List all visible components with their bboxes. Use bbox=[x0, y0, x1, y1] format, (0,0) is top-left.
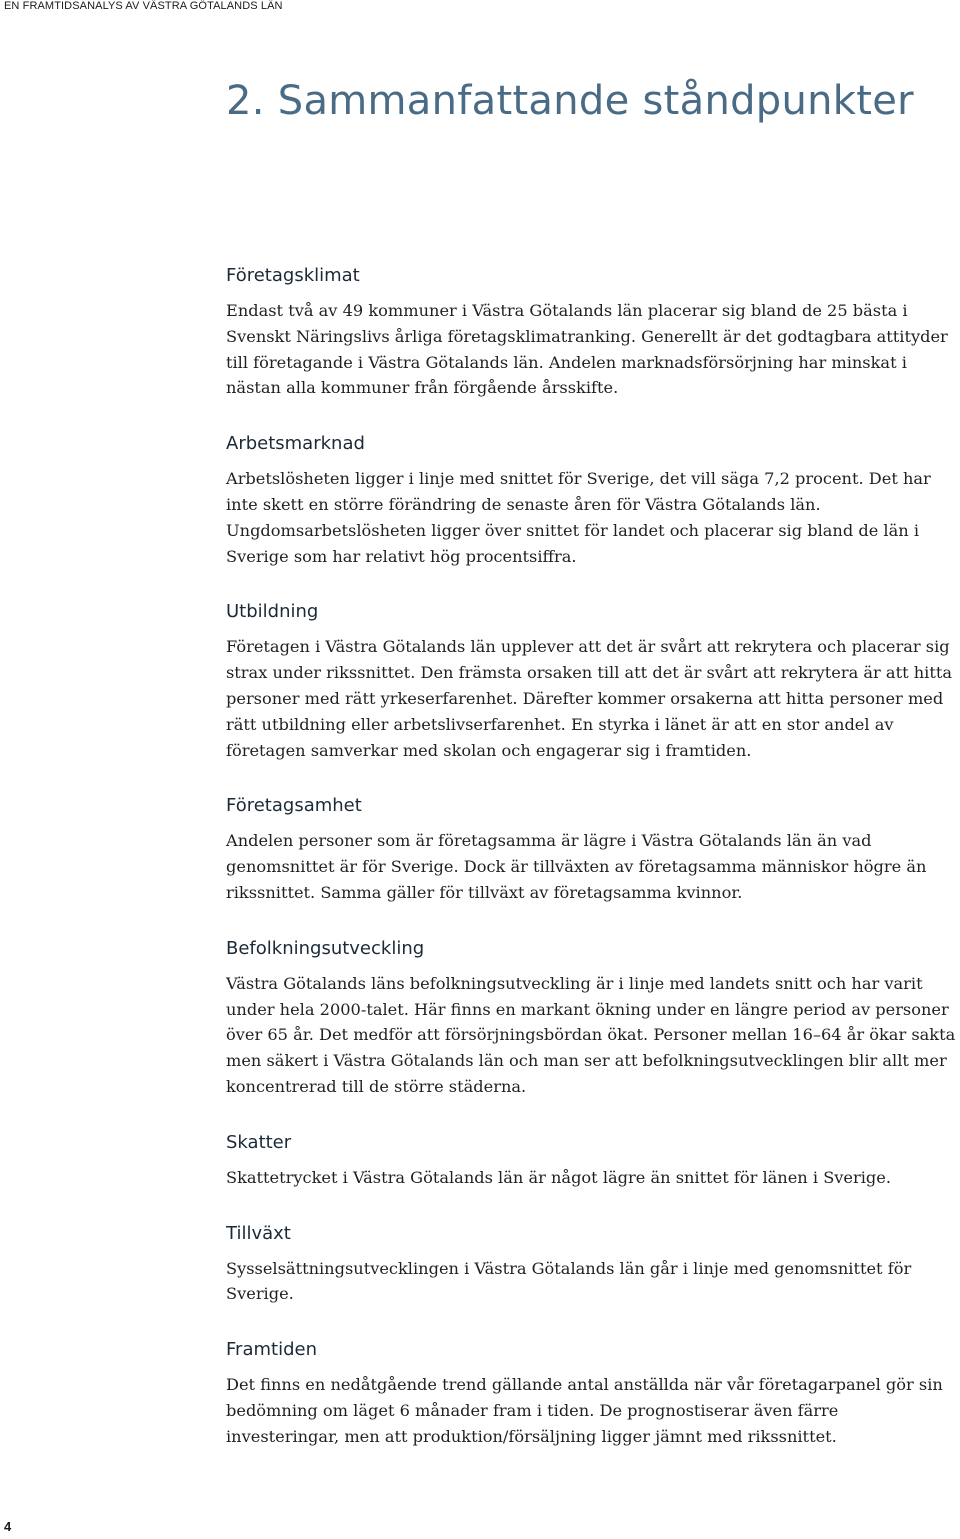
section-foretagsamhet bbox=[226, 793, 956, 905]
section-arbetsmarknad bbox=[226, 431, 956, 569]
section-heading: Framtiden bbox=[226, 1339, 317, 1361]
page-number: 4 bbox=[4, 1519, 12, 1534]
section-body: Skattetrycket i Västra Götalands län är något lägre än snittet för länen i Sverige. bbox=[226, 1167, 892, 1187]
section-framtiden bbox=[226, 1337, 956, 1449]
section-body: Endast två av 49 kommuner i Västra Götalands län placerar sig bland de 25 bästa i Svenskt Näringslivs årliga företagsklimatranking. Generellt är det godtagbara attityder till företagande i Västra Götalands län. Andelen marknadsförsörjning har minskat i nästan alla kommuner från förgående årsskifte. bbox=[226, 301, 948, 398]
page-title: 2. Sammanfattande ståndpunkter bbox=[226, 78, 914, 124]
section-heading: Arbetsmarknad bbox=[226, 433, 365, 455]
section-heading: Skatter bbox=[226, 1131, 292, 1153]
section-utbildning bbox=[226, 599, 956, 763]
section-body: Det finns en nedåtgående trend gällande antal anställda när vår företagarpanel gör sin bedömning om läget 6 månader fram i tiden. De prognostiserar även färre investeringar, men att produktion/försäljning ligger jämnt med rikssnittet. bbox=[226, 1375, 943, 1446]
section-body: Västra Götalands läns befolkningsutveckling är i linje med landets snitt och har varit under hela 2000-talet. Här finns en markant ökning under en längre period av personer över 65 år. Det medför att försörjningsbördan ökat. Personer mellan 16–64 år ökar sakta men säkert i Västra Götalands län och man ser att befolkningsutvecklingen blir allt mer koncentrerad till de större städerna. bbox=[226, 973, 956, 1096]
section-heading: Utbildning bbox=[226, 601, 319, 623]
section-foretagsklimat bbox=[226, 263, 956, 401]
section-heading: Tillväxt bbox=[226, 1222, 291, 1244]
section-body: Andelen personer som är företagsamma är lägre i Västra Götalands län än vad genomsnittet är för Sverige. Dock är tillväxten av företagsamma människor högre än rikssnittet. Samma gäller för tillväxt av företagsamma kvinnor. bbox=[226, 831, 927, 902]
content-column bbox=[226, 263, 956, 1480]
section-heading: Företagsamhet bbox=[226, 795, 362, 817]
section-body: Arbetslösheten ligger i linje med snittet för Sverige, det vill säga 7,2 procent. Det har inte skett en större förändring de senaste åren för Västra Götalands län. Ungdomsarbetslösheten ligger över snittet för landet och placerar sig bland de län i Sverige som har relativt hög procentsiffra. bbox=[226, 469, 931, 566]
section-heading: Företagsklimat bbox=[226, 265, 360, 286]
section-skatter bbox=[226, 1130, 956, 1191]
section-body: Sysselsättningsutvecklingen i Västra Götalands län går i linje med genomsnittet för Sverige. bbox=[226, 1258, 912, 1304]
section-body: Företagen i Västra Götalands län upplever att det är svårt att rekrytera och placerar sig strax under rikssnittet. Den främsta orsaken till att det är svårt att rekrytera är att hitta personer med rätt yrkeserfarenhet. Därefter kommer orsakerna att hitta personer med rätt utbildning eller arbetslivserfarenhet. En styrka i länet är att en stor andel av företagen samverkar med skolan och engagerar sig i framtiden. bbox=[226, 637, 952, 760]
section-tillvaxt bbox=[226, 1221, 956, 1308]
section-heading: Befolkningsutveckling bbox=[226, 937, 425, 959]
section-befolkningsutveckling bbox=[226, 936, 956, 1100]
running-header: EN FRAMTIDSANALYS AV VÄSTRA GÖTALANDS LÄN bbox=[4, 0, 283, 12]
